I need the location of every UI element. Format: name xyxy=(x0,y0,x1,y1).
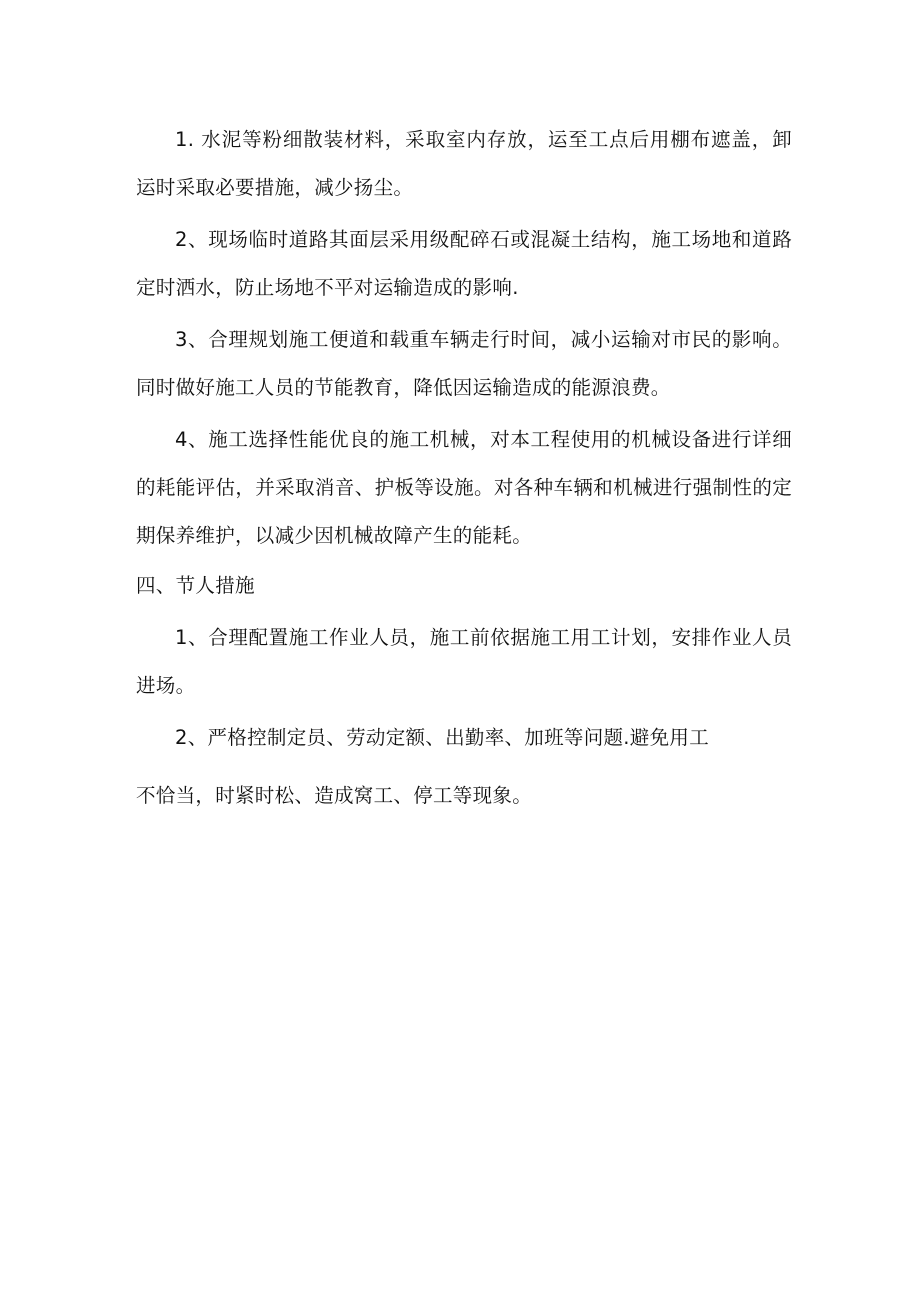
section-heading-labor-saving: 四、节人措施 xyxy=(136,574,255,597)
paragraph-machinery: 4、施工选择性能优良的施工机械，对本工程使用的机械设备进行详细的耗能评估，并采取消音、护板等设施。对各种车辆和机械进行强制性的定期保养维护，以减少因机械故障产生的能耗。 xyxy=(136,428,792,547)
paragraph-transport-planning: 3、合理规划施工便道和载重车辆走行时间，减小运输对市民的影响。同时做好施工人员的节能教育，降低因运输造成的能源浪费。 xyxy=(136,328,792,399)
document-body xyxy=(136,116,792,820)
paragraph-staff-control-continued: 不恰当，时紧时松、造成窝工、停工等现象。 xyxy=(136,784,533,807)
paragraph-cement-storage: 1. 水泥等粉细散装材料，采取室内存放，运至工点后用棚布遮盖，卸运时采取必要措施，减少扬尘。 xyxy=(136,128,792,199)
paragraph-site-roads: 2、现场临时道路其面层采用级配碎石或混凝土结构，施工场地和道路定时洒水，防止场地不平对运输造成的影响. xyxy=(136,228,792,299)
paragraph-staff-control: 2、严格控制定员、劳动定额、出勤率、加班等问题.避免用工 xyxy=(175,726,710,749)
paragraph-staffing: 1、合理配置施工作业人员，施工前依据施工用工计划，安排作业人员进场。 xyxy=(136,626,792,697)
